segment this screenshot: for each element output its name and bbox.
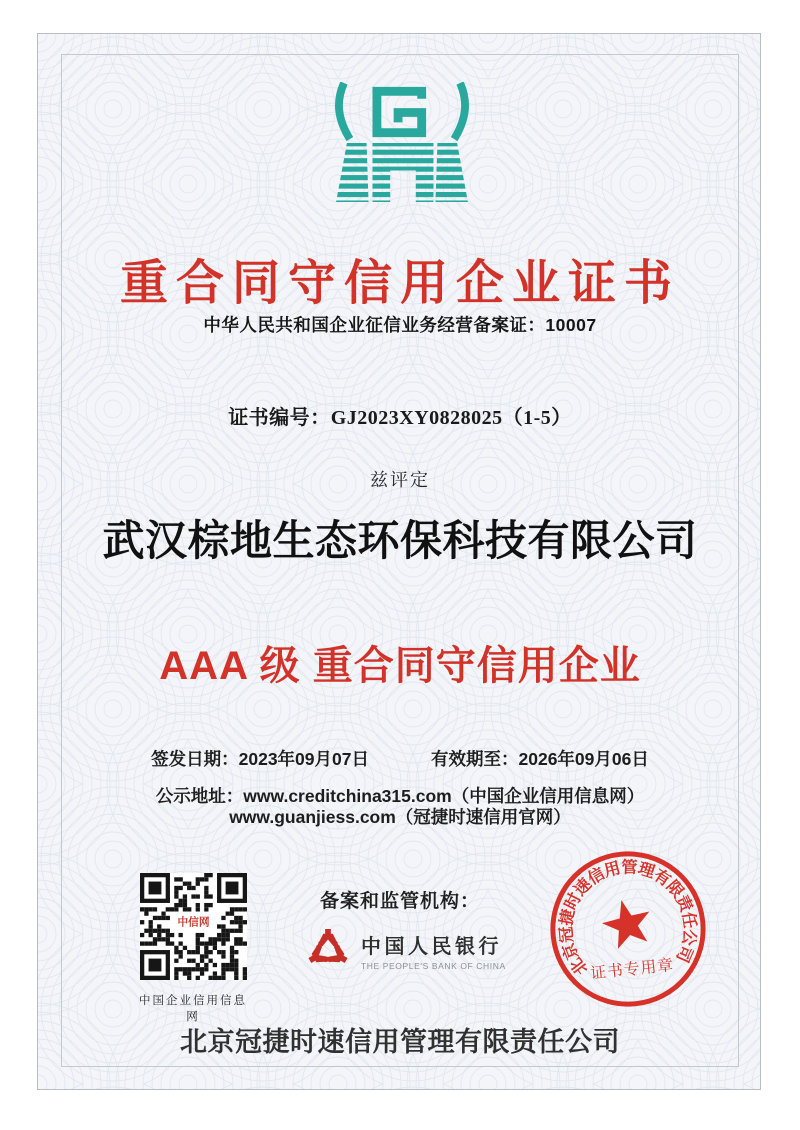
seal-center-text: 证书专用章 bbox=[589, 956, 675, 983]
expiry-date bbox=[431, 746, 649, 771]
publicity-block bbox=[0, 786, 800, 828]
registration-subtitle: 中华人民共和国企业征信业务经营备案证：10007 bbox=[203, 315, 597, 335]
regulator-label: 备案和监管机构： bbox=[319, 891, 480, 912]
seal-star-icon bbox=[598, 894, 657, 951]
qr-center-text: 中信网 bbox=[176, 916, 210, 929]
expiry-date-value: 2026年09月06日 bbox=[518, 749, 649, 769]
company-name: 武汉棕地生态环保科技有限公司 bbox=[102, 519, 698, 565]
pboc-name-en: THE PEOPLE'S BANK OF CHINA bbox=[361, 960, 506, 971]
publicity-label: 公示地址： bbox=[155, 786, 244, 806]
pboc-name-cn: 中国人民银行 bbox=[361, 935, 502, 958]
issuer-company-name: 北京冠捷时速信用管理有限责任公司 bbox=[180, 1027, 620, 1057]
rating-text: AAA 级 重合同守信用企业 bbox=[159, 644, 641, 688]
certificate-number-value: GJ2023XY0828025（1-5） bbox=[330, 407, 572, 429]
certificate-title: 重合同守信用企业证书 bbox=[119, 257, 680, 310]
issue-date bbox=[151, 746, 369, 771]
issue-date-label: 签发日期： bbox=[151, 749, 239, 769]
certificate-number-line bbox=[0, 401, 800, 430]
expiry-date-label: 有效期至： bbox=[431, 749, 519, 769]
publicity-line2: www.guanjiess.com（冠捷时速信用官网） bbox=[229, 807, 571, 827]
issue-date-value: 2023年09月07日 bbox=[238, 749, 369, 769]
publicity-site1: www.creditchina315.com（中国企业信用信息网） bbox=[243, 786, 645, 806]
pboc-logo-block bbox=[308, 928, 506, 972]
hereby-text: 兹评定 bbox=[370, 470, 430, 490]
pboc-emblem-icon bbox=[308, 928, 348, 972]
seal-ring-text: 北京冠捷时速信用管理有限责任公司 bbox=[556, 857, 700, 979]
certificate-number-label: 证书编号： bbox=[228, 407, 331, 429]
company-seal bbox=[536, 837, 721, 1022]
qr-caption: 中国企业信用信息网 bbox=[139, 995, 247, 1023]
gh-credit-emblem-icon bbox=[332, 82, 472, 204]
pboc-names bbox=[361, 930, 506, 971]
publicity-line1 bbox=[0, 786, 800, 807]
dates-row bbox=[0, 746, 800, 771]
